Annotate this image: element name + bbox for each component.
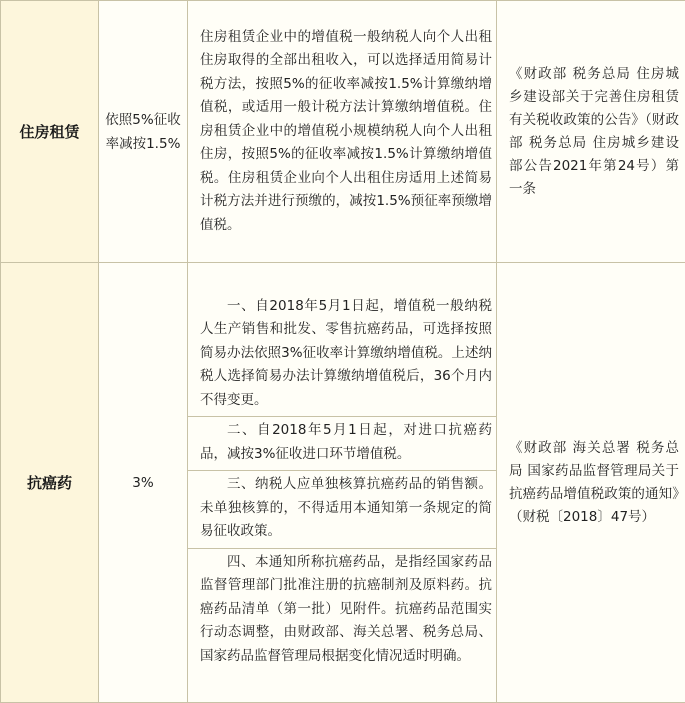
policy-clause-1: 一、自2018年5月1日起，增值税一般纳税人生产销售和批发、零售抗癌药品，可选择按照简易办法依照3%征收率计算缴纳增值税。上述纳税人选择简易办法计算缴纳增值税后，36个月内不得变更。 <box>188 293 496 417</box>
policy-clause-3: 三、纳税人应单独核算抗癌药品的销售额。未单独核算的，不得适用本通知第一条规定的简易征收政策。 <box>188 470 496 548</box>
category-cell: 抗癌药 <box>1 263 99 703</box>
policy-basis-cell: 《财政部 税务总局 住房城乡建设部关于完善住房租赁有关税收政策的公告》（财政部 税务总局 住房城乡建设部公告2021年第24号）第一条 <box>497 1 685 263</box>
table-row-anticancer-drugs <box>1 263 685 703</box>
content-cell <box>188 263 497 703</box>
category-cell: 住房租赁 <box>1 1 99 263</box>
content-cell <box>188 1 497 263</box>
rate-cell: 3% <box>99 263 188 703</box>
policy-clause-2: 二、自2018年5月1日起，对进口抗癌药品，减按3%征收进口环节增值税。 <box>188 416 496 470</box>
table-row-housing-rental <box>1 1 685 263</box>
policy-content-text: 住房租赁企业中的增值税一般纳税人向个人出租住房取得的全部出租收入，可以选择适用简易计税方法，按照5%的征收率减按1.5%计算缴纳增值税，或适用一般计税方法计算缴纳增值税。住房租赁企业中的增值税小规模纳税人向个人出租住房，按照5%的征收率减按1.5%计算缴纳增值税。住房租赁企业向个人出租住房适用上述简易计税方法并进行预缴的，减按1.5%预征率预缴增值税。 <box>188 26 496 238</box>
rate-cell: 依照5%征收率减按1.5% <box>99 1 188 263</box>
policy-clause-4: 四、本通知所称抗癌药品，是指经国家药品监督管理部门批准注册的抗癌制剂及原料药。抗癌药品清单（第一批）见附件。抗癌药品范围实行动态调整，由财政部、海关总署、税务总局、国家药品监督管理局根据变化情况适时明确。 <box>188 548 496 673</box>
policy-basis-cell: 《财政部 海关总署 税务总局 国家药品监督管理局关于抗癌药品增值税政策的通知》（财税〔2018〕47号） <box>497 263 685 703</box>
